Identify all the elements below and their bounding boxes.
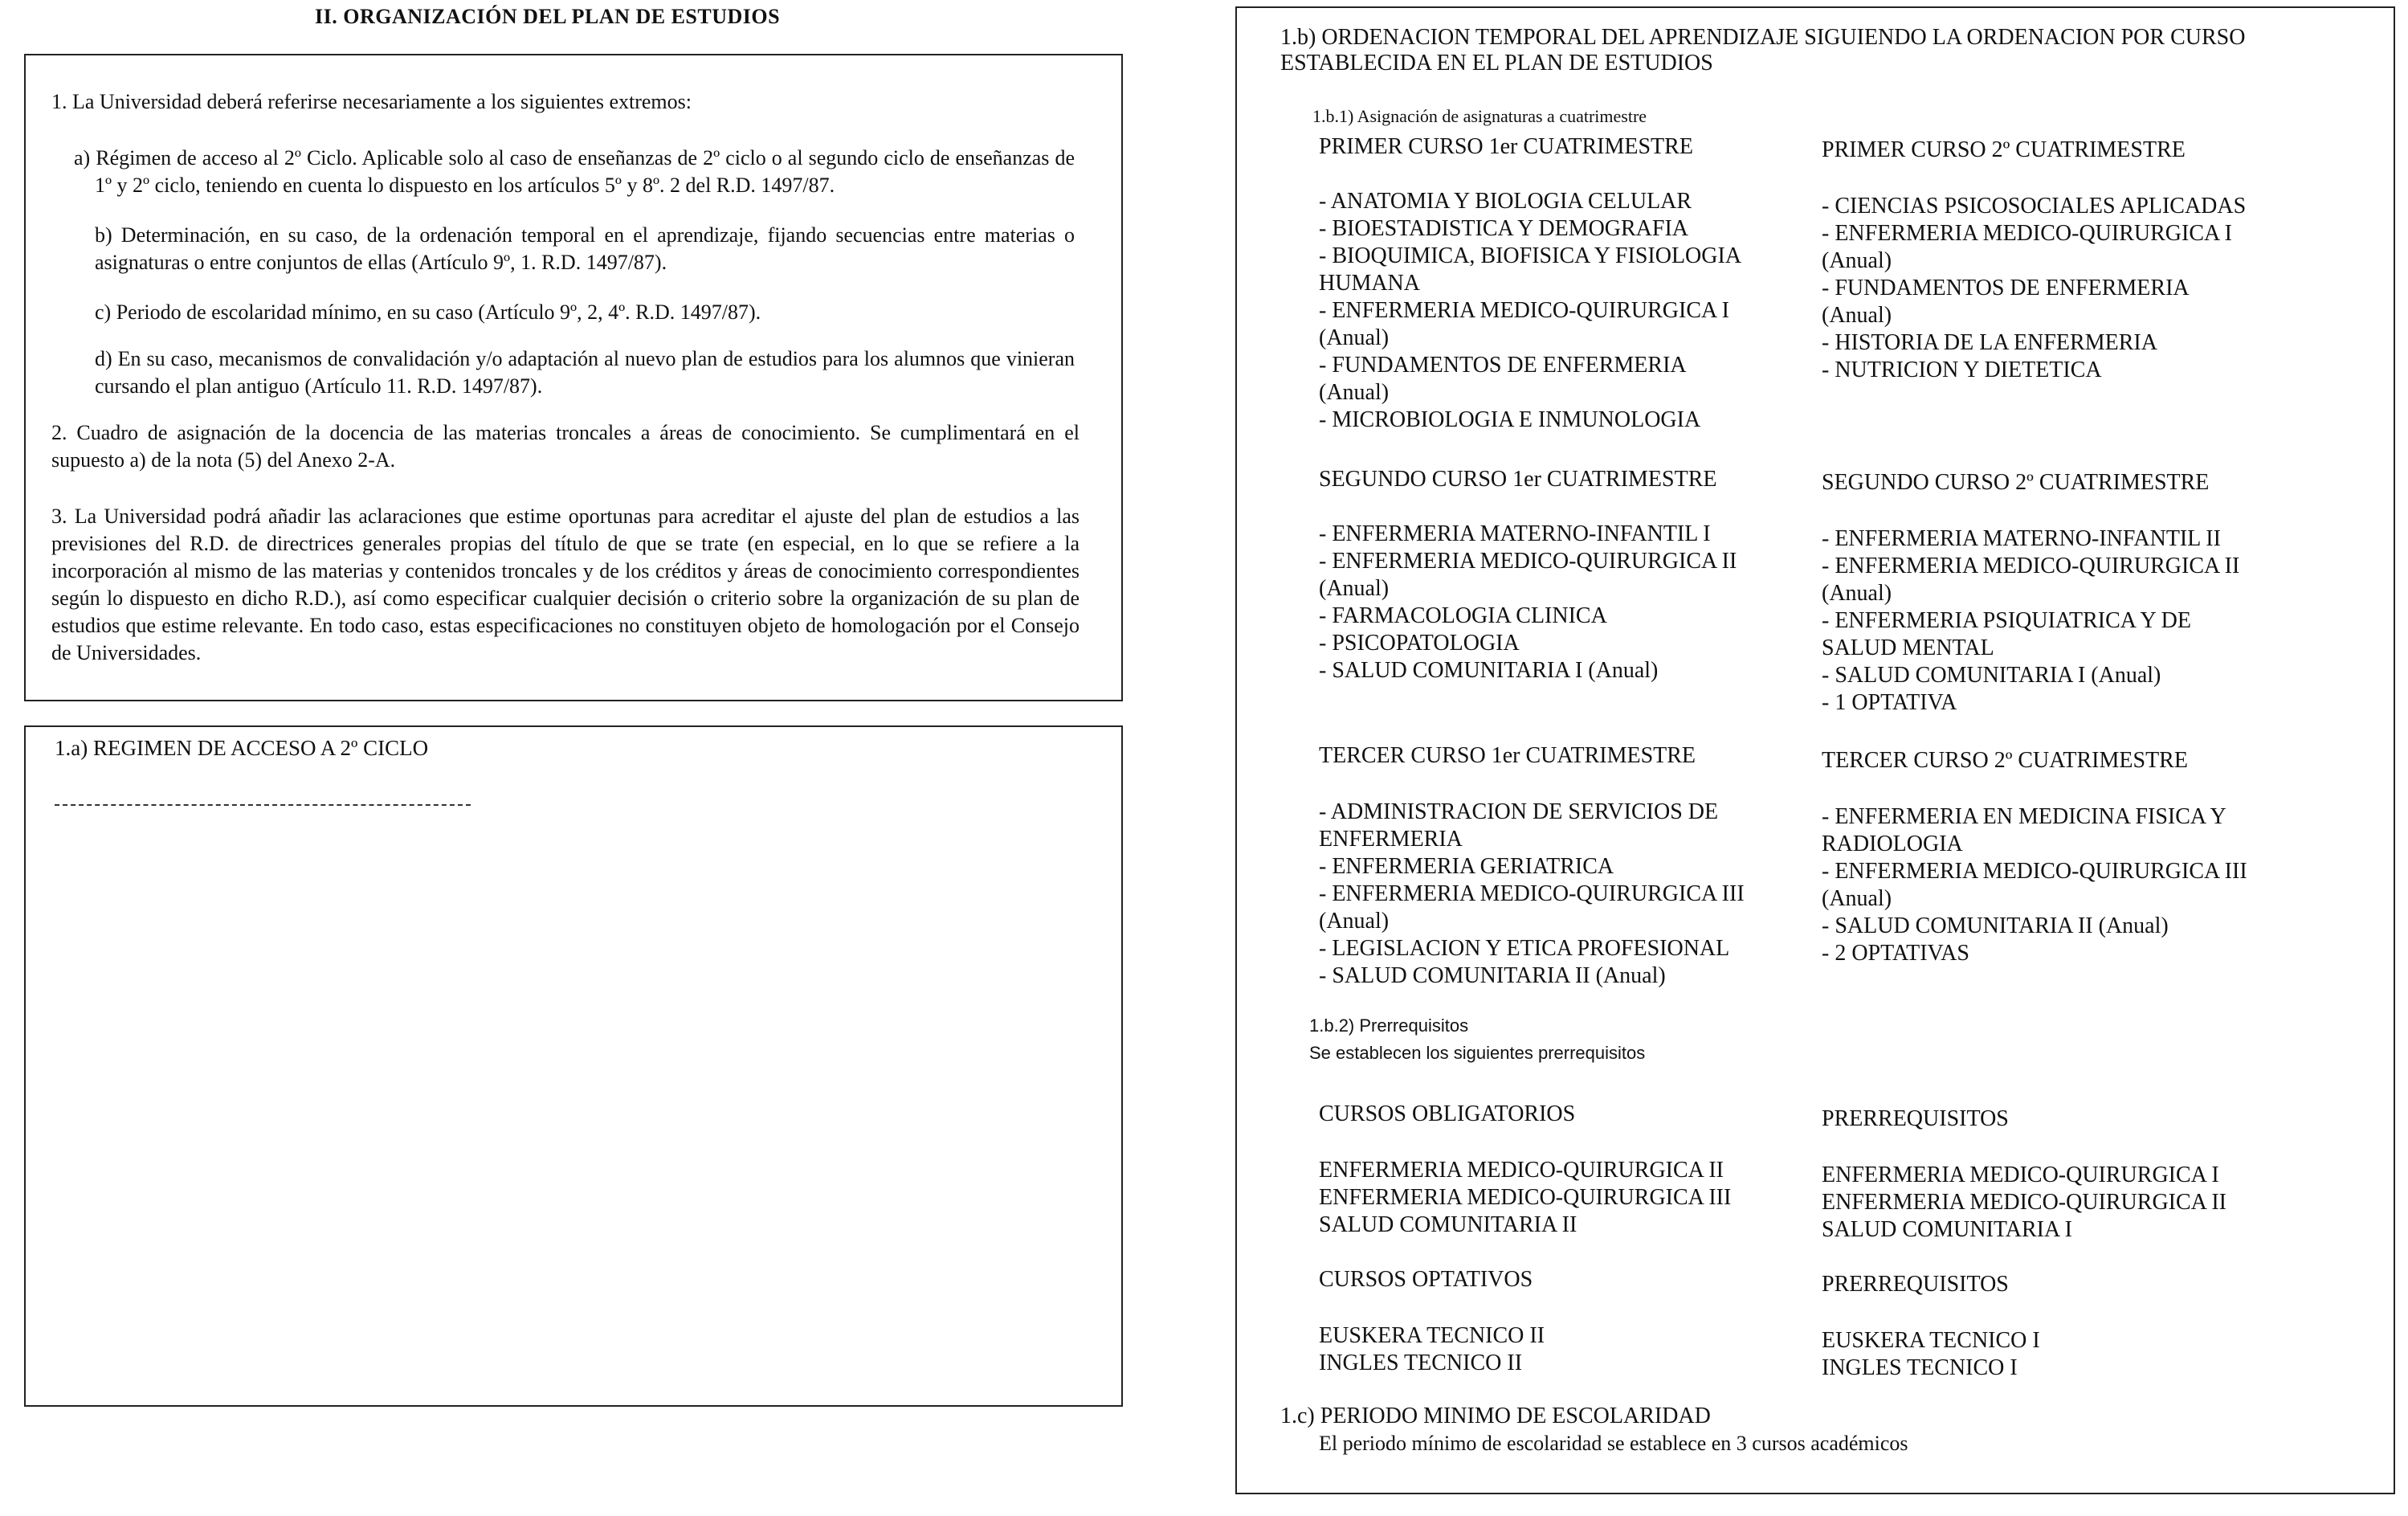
prerequisites-list — [1822, 1162, 2226, 1244]
course-item: INGLES TECNICO II — [1319, 1351, 1523, 1375]
optional-courses-list — [1319, 1322, 1545, 1377]
course-item: - PSICOPATOLOGIA — [1319, 631, 1520, 656]
year1-sem1-list — [1319, 188, 1741, 434]
course-item: ENFERMERIA MEDICO-QUIRURGICA III — [1319, 1185, 1732, 1210]
access-regime-box — [24, 725, 1123, 1407]
course-item: ENFERMERIA — [1319, 827, 1463, 852]
course-item: - ANATOMIA Y BIOLOGIA CELULAR — [1319, 189, 1692, 214]
optional-prerequisites-list — [1822, 1327, 2040, 1382]
course-item: (Anual) — [1319, 325, 1390, 350]
year3-sem2-title: TERCER CURSO 2º CUATRIMESTRE — [1822, 748, 2188, 773]
course-item: EUSKERA TECNICO I — [1822, 1328, 2040, 1353]
course-item: (Anual) — [1319, 380, 1390, 405]
course-item: - LEGISLACION Y ETICA PROFESIONAL — [1319, 936, 1730, 961]
subsection-b2-description: Se establecen los siguientes prerrequisitos — [1309, 1043, 1646, 1063]
course-item: - FUNDAMENTOS DE ENFERMERIA — [1822, 276, 2190, 300]
course-item: - 1 OPTATIVA — [1822, 690, 1957, 715]
course-item: (Anual) — [1319, 909, 1390, 934]
year1-sem2-title: PRIMER CURSO 2º CUATRIMESTRE — [1822, 137, 2186, 162]
course-item: - 2 OPTATIVAS — [1822, 941, 1969, 966]
course-item: - CIENCIAS PSICOSOCIALES APLICADAS — [1822, 194, 2247, 219]
instruction-item-2: 2. Cuadro de asignación de la docencia de las materias troncales a áreas de conocimiento. Se cumplimentará en el supuesto a) de la nota (5) del Anexo 2-A. — [51, 421, 1080, 472]
subsection-b2-title: 1.b.2) Prerrequisitos — [1309, 1015, 1469, 1036]
optional-courses-title: CURSOS OPTATIVOS — [1319, 1267, 1533, 1292]
course-item: (Anual) — [1822, 303, 1892, 328]
course-item: ENFERMERIA MEDICO-QUIRURGICA II — [1822, 1190, 2226, 1215]
instruction-item-c: c) Periodo de escolaridad mínimo, en su caso (Artículo 9º, 2, 4º. R.D. 1497/87). — [95, 300, 761, 324]
course-item: - SALUD COMUNITARIA I (Anual) — [1822, 663, 2161, 688]
course-item: (Anual) — [1822, 581, 1892, 606]
course-item: (Anual) — [1319, 576, 1390, 601]
course-item: - ENFERMERIA MEDICO-QUIRURGICA III — [1319, 881, 1745, 906]
temporal-order-heading-line2: ESTABLECIDA EN EL PLAN DE ESTUDIOS — [1280, 51, 1713, 76]
year3-sem2-list — [1822, 803, 2247, 967]
minimum-period-text: El periodo mínimo de escolaridad se establece en 3 cursos académicos — [1319, 1432, 1908, 1455]
course-item: - ENFERMERIA MATERNO-INFANTIL II — [1822, 526, 2221, 551]
minimum-period-heading: 1.c) PERIODO MINIMO DE ESCOLARIDAD — [1280, 1404, 1711, 1428]
year2-sem2-list — [1822, 525, 2239, 717]
temporal-order-heading-line1: 1.b) ORDENACION TEMPORAL DEL APRENDIZAJE SIGUIENDO LA ORDENACION POR CURSO — [1280, 25, 2246, 50]
optional-prerequisites-title: PRERREQUISITOS — [1822, 1272, 2009, 1297]
course-item: INGLES TECNICO I — [1822, 1355, 2018, 1380]
course-item: (Anual) — [1822, 886, 1892, 911]
course-item: EUSKERA TECNICO II — [1319, 1323, 1545, 1348]
course-item: ENFERMERIA MEDICO-QUIRURGICA I — [1822, 1163, 2219, 1187]
section-title: II. ORGANIZACIÓN DEL PLAN DE ESTUDIOS — [315, 5, 781, 28]
year1-sem2-list — [1822, 193, 2246, 384]
course-item: (Anual) — [1822, 248, 1892, 273]
course-item: RADIOLOGIA — [1822, 832, 1963, 856]
course-item: - ENFERMERIA MEDICO-QUIRURGICA II — [1319, 549, 1737, 574]
instruction-item-1: 1. La Universidad deberá referirse necesariamente a los siguientes extremos: — [51, 90, 692, 113]
course-item: - BIOESTADISTICA Y DEMOGRAFIA — [1319, 216, 1689, 241]
course-item: HUMANA — [1319, 271, 1420, 296]
prerequisites-title: PRERREQUISITOS — [1822, 1106, 2009, 1131]
course-item: - ENFERMERIA MEDICO-QUIRURGICA I — [1319, 298, 1729, 323]
year2-sem1-list — [1319, 521, 1737, 684]
year2-sem2-title: SEGUNDO CURSO 2º CUATRIMESTRE — [1822, 470, 2210, 495]
instruction-item-b: b) Determinación, en su caso, de la ordenación temporal en el aprendizaje, fijando secuencias entre materias o asignaturas o entre conjuntos de ellas (Artículo 9º, 1. R.D. 1497/87). — [95, 223, 1075, 274]
course-item: - SALUD COMUNITARIA II (Anual) — [1822, 913, 2169, 938]
subsection-b1-title: 1.b.1) Asignación de asignaturas a cuatrimestre — [1312, 106, 1647, 126]
instruction-item-3: 3. La Universidad podrá añadir las aclaraciones que estime oportunas para acreditar el ajuste del plan de estudios a las previsiones del R.D. de directrices generales propias del título de que se trate (en especial, en lo que se refiere a la incorporación al mismo de las materias y contenidos troncales y de los créditos y áreas de conocimiento correspondientes según lo dispuesto en dicho R.D.), así como especificar cualquier decisión o criterio sobre la organización de su plan de estudios que estime relevante. En todo caso, estas especificaciones no constituyen objeto de homologación por el Consejo de Universidades. — [51, 505, 1080, 664]
course-item: ENFERMERIA MEDICO-QUIRURGICA II — [1319, 1158, 1724, 1183]
course-item: - HISTORIA DE LA ENFERMERIA — [1822, 330, 2157, 355]
course-item: - FUNDAMENTOS DE ENFERMERIA — [1319, 353, 1687, 378]
mandatory-courses-list — [1319, 1157, 1731, 1239]
course-item: - ENFERMERIA MEDICO-QUIRURGICA II — [1822, 554, 2240, 578]
year1-sem1-title: PRIMER CURSO 1er CUATRIMESTRE — [1319, 134, 1693, 159]
course-item: - NUTRICION Y DIETETICA — [1822, 358, 2102, 382]
course-item: - ENFERMERIA EN MEDICINA FISICA Y — [1822, 804, 2226, 829]
course-item: SALUD COMUNITARIA II — [1319, 1212, 1577, 1237]
course-item: - BIOQUIMICA, BIOFISICA Y FISIOLOGIA — [1319, 243, 1742, 268]
course-item: - ADMINISTRACION DE SERVICIOS DE — [1319, 799, 1719, 824]
instruction-item-d: d) En su caso, mecanismos de convalidación y/o adaptación al nuevo plan de estudios para los alumnos que vinieran cursando el plan antiguo (Artículo 11. R.D. 1497/87). — [95, 347, 1075, 398]
course-item: - SALUD COMUNITARIA I (Anual) — [1319, 658, 1659, 683]
course-item: - ENFERMERIA GERIATRICA — [1319, 854, 1614, 879]
access-regime-heading: 1.a) REGIMEN DE ACCESO A 2º CICLO — [55, 736, 429, 760]
course-item: - SALUD COMUNITARIA II (Anual) — [1319, 963, 1666, 988]
course-item: - FARMACOLOGIA CLINICA — [1319, 603, 1607, 628]
mandatory-courses-title: CURSOS OBLIGATORIOS — [1319, 1101, 1576, 1126]
course-item: SALUD MENTAL — [1822, 635, 1994, 660]
instruction-item-a: a) Régimen de acceso al 2º Ciclo. Aplicable solo al caso de enseñanzas de 2º ciclo o al segundo ciclo de enseñanzas de 1º y 2º ciclo, teniendo en cuenta lo dispuesto en los artículos 5º y 8º. 2 del R.D. 1497/87. — [74, 146, 1075, 197]
year3-sem1-list — [1319, 799, 1745, 990]
year2-sem1-title: SEGUNDO CURSO 1er CUATRIMESTRE — [1319, 467, 1717, 492]
course-item: - ENFERMERIA PSIQUIATRICA Y DE — [1822, 608, 2191, 633]
dashed-separator — [55, 804, 471, 806]
course-item: - ENFERMERIA MEDICO-QUIRURGICA I — [1822, 221, 2232, 246]
year3-sem1-title: TERCER CURSO 1er CUATRIMESTRE — [1319, 743, 1696, 768]
course-item: SALUD COMUNITARIA I — [1822, 1217, 2072, 1242]
course-item: - ENFERMERIA MEDICO-QUIRURGICA III — [1822, 859, 2247, 884]
course-item: - ENFERMERIA MATERNO-INFANTIL I — [1319, 521, 1711, 546]
course-item: - MICROBIOLOGIA E INMUNOLOGIA — [1319, 407, 1701, 432]
